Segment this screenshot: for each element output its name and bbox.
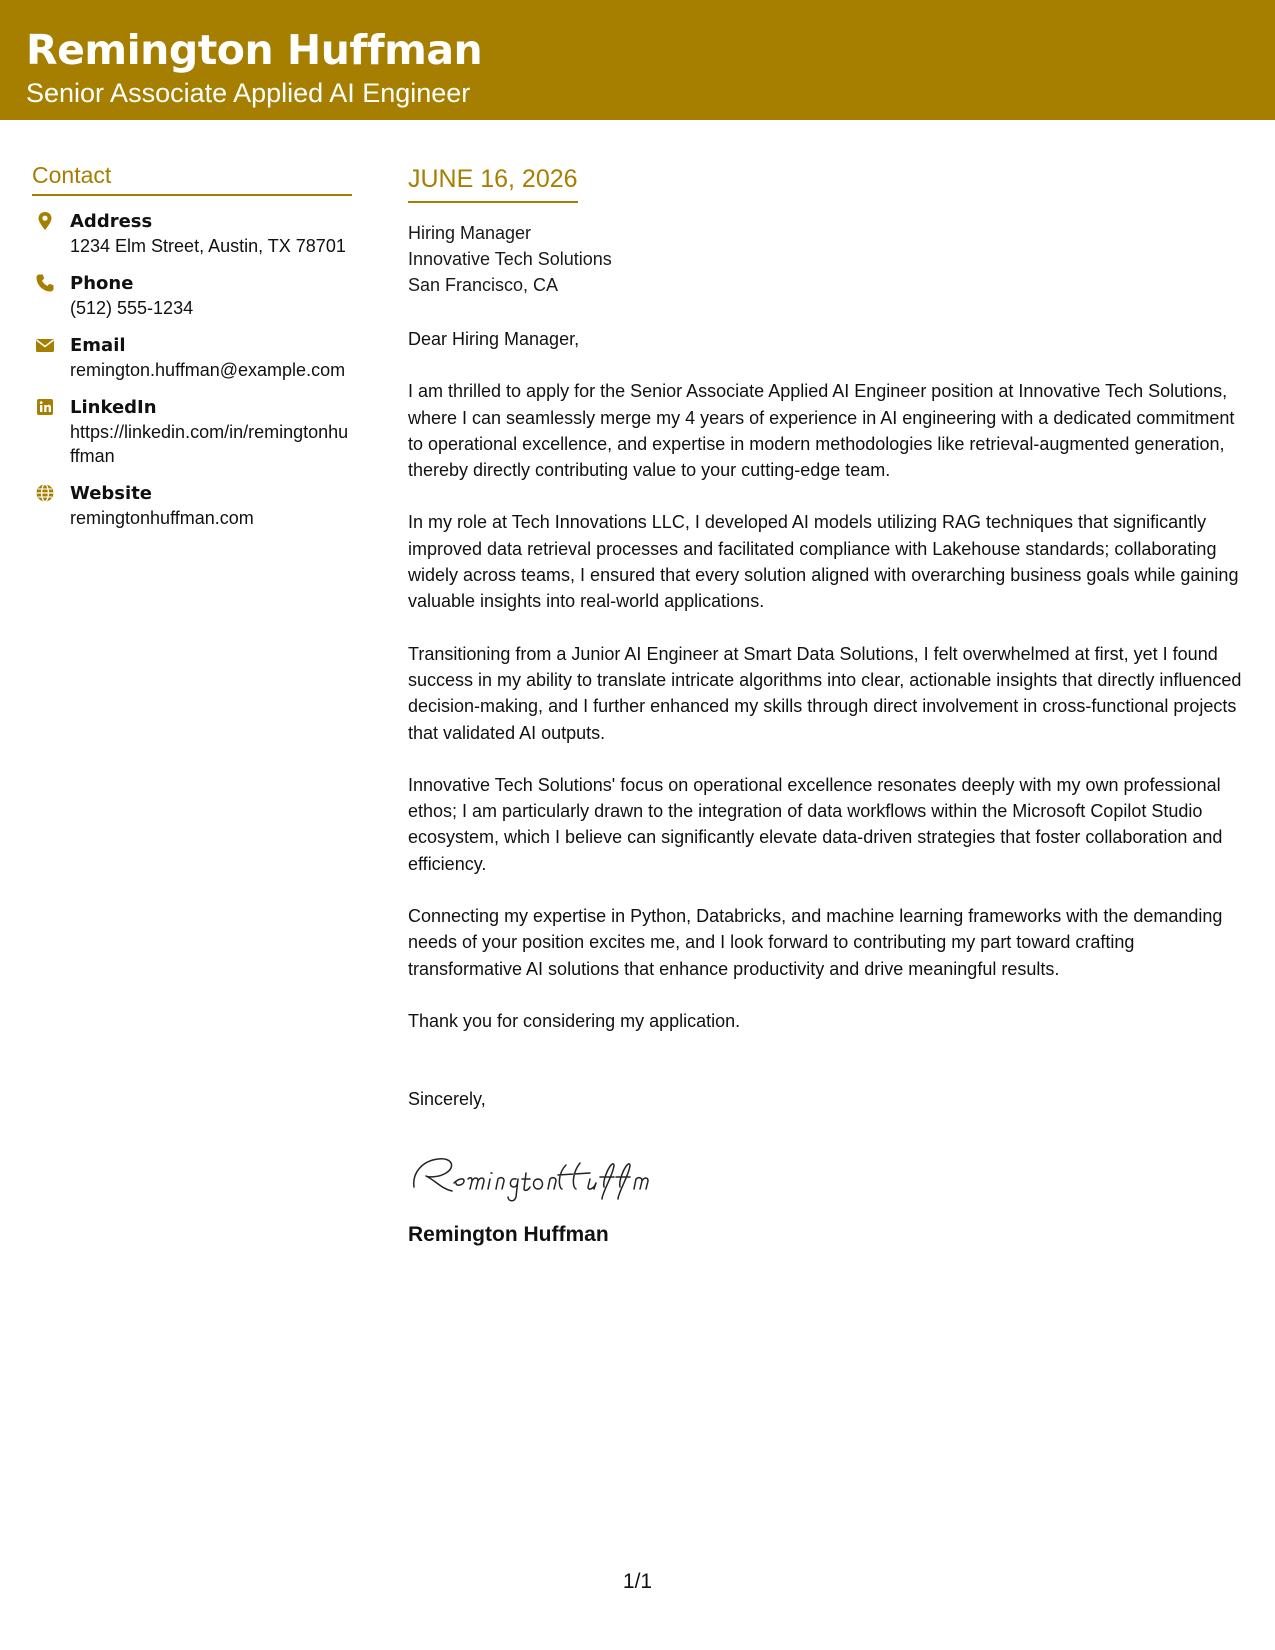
map-pin-icon (35, 211, 55, 231)
body-paragraph-4: Innovative Tech Solutions' focus on operational excellence resonates deeply with my own professional ethos; I am particularly drawn to the integration of data workflows within the Microsoft Copilot Studio ecosystem, which I believe can significantly elevate data-driven strategies that foster collaboration and efficiency. (408, 774, 1223, 874)
contact-list (32, 210, 352, 530)
contact-label-website: Website (70, 483, 153, 504)
recipient-block (408, 220, 1248, 298)
contact-value-phone: (512) 555-1234 (70, 298, 194, 318)
contact-item-linkedin (32, 396, 352, 468)
contact-section-title: Contact (32, 160, 352, 196)
handwritten-signature (408, 1143, 1248, 1203)
closing-thanks: Thank you for considering my application. (408, 1010, 741, 1031)
closing: Sincerely, (408, 1089, 486, 1110)
recipient-title: Hiring Manager (408, 223, 532, 243)
contact-label-phone: Phone (70, 273, 134, 294)
header-banner (0, 0, 1275, 120)
contact-value-address: 1234 Elm Street, Austin, TX 78701 (70, 236, 346, 256)
contact-label-address: Address (70, 211, 153, 232)
applicant-role: Senior Associate Applied AI Engineer (26, 78, 471, 108)
contact-label-linkedin: LinkedIn (70, 397, 157, 418)
globe-icon (35, 483, 55, 503)
letter-date: JUNE 16, 2026 (408, 163, 578, 203)
contact-value-email[interactable]: remington.huffman@example.com (70, 360, 346, 380)
recipient-company: Innovative Tech Solutions (408, 249, 612, 269)
salutation: Dear Hiring Manager, (408, 329, 580, 349)
body-paragraph-1: I am thrilled to apply for the Senior Associate Applied AI Engineer position at Innovative Tech Solutions, where I can seamlessly merge my 4 years of experience in AI engineering with a dedicated commitment to operational excellence, and expertise in modern methodologies like retrieval-augmented generation, thereby directly contributing value to your cutting-edge team. (408, 381, 1235, 481)
contact-label-email: Email (70, 335, 126, 356)
applicant-name: Remington Huffman (26, 26, 483, 74)
body-paragraph-5: Connecting my expertise in Python, Databricks, and machine learning frameworks with the demanding needs of your position excites me, and I look forward to contributing my part toward crafting transformative AI solutions that enhance productivity and drive meaningful results. (408, 906, 1223, 979)
contact-item-email (32, 334, 352, 382)
recipient-location: San Francisco, CA (408, 275, 559, 295)
phone-icon (35, 273, 55, 293)
contact-item-phone (32, 272, 352, 320)
contact-value-linkedin[interactable]: https://linkedin.com/in/remingtonhuffman (70, 422, 349, 466)
envelope-icon (35, 335, 55, 355)
signer-name: Remington Huffman (408, 1222, 609, 1246)
page-number: 1/1 (622, 1570, 653, 1593)
body-paragraph-2: In my role at Tech Innovations LLC, I developed AI models utilizing RAG techniques that significantly improved data retrieval processes and facilitated compliance with Lakehouse standards; collaborating widely across teams, I ensured that every solution aligned with overarching business goals while gaining valuable insights into real-world applications. (408, 512, 1239, 612)
contact-sidebar (32, 160, 352, 544)
contact-value-website[interactable]: remingtonhuffman.com (70, 508, 254, 528)
contact-item-address (32, 210, 352, 258)
linkedin-icon (35, 397, 55, 417)
letter-body (408, 163, 1248, 1247)
body-paragraph-3: Transitioning from a Junior AI Engineer at Smart Data Solutions, I felt overwhelmed at first, yet I found success in my ability to translate intricate algorithms into clear, actionable insights that directly influenced decision-making, and I further enhanced my skills through direct involvement in cross-functional projects that validated AI outputs. (408, 643, 1242, 743)
contact-item-website (32, 482, 352, 530)
